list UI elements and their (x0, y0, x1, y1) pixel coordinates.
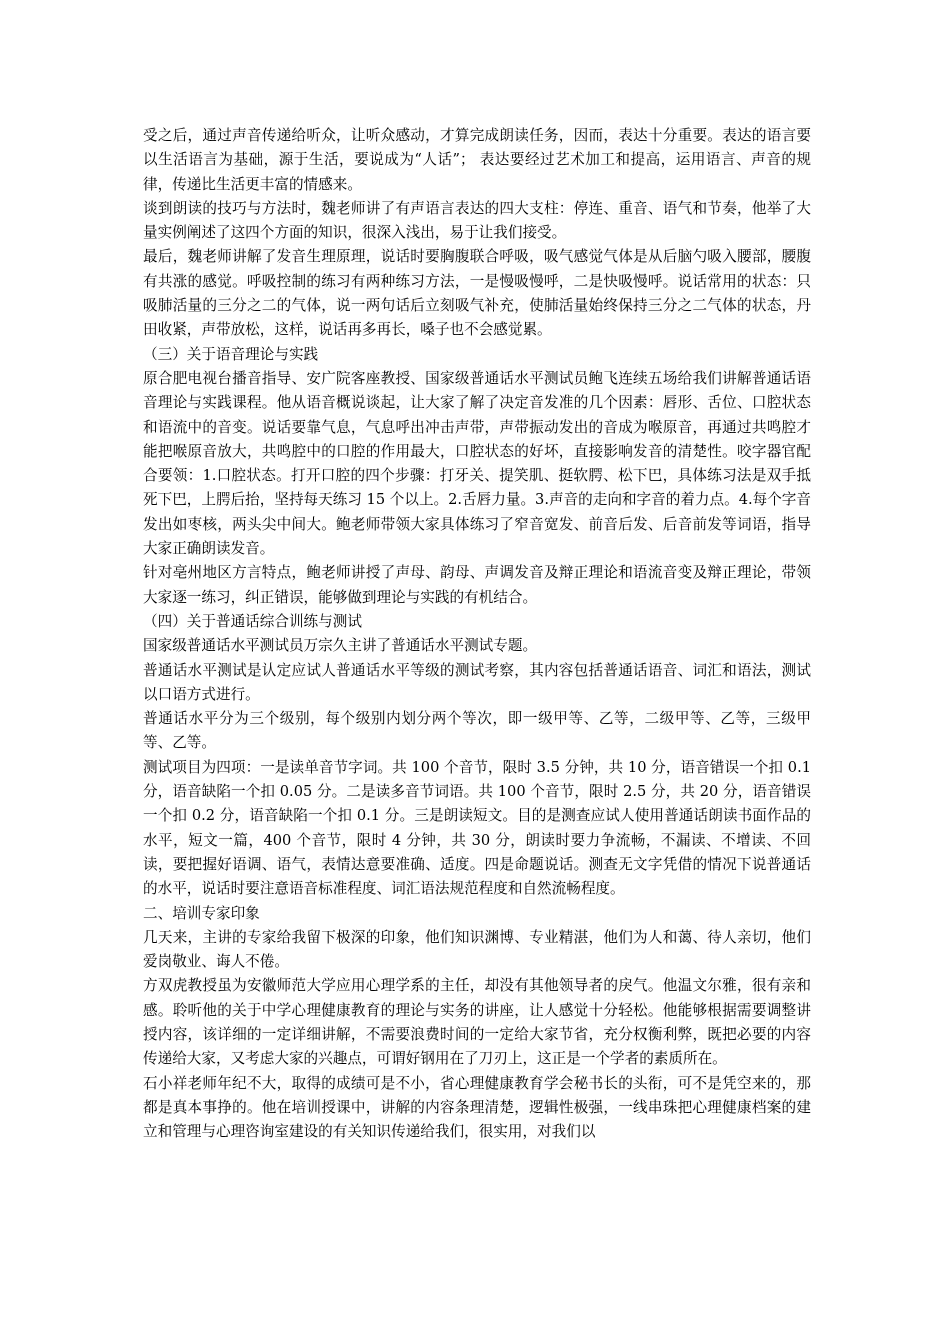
section-heading-putonghua-test: （四）关于普通话综合训练与测试 (143, 612, 362, 630)
paragraph-breathing: 最后，魏老师讲解了发音生理原理，说话时要胸腹联合呼吸，吸气感觉气体是从后脑勺吸入腰部，腰腹有共涨的感觉。呼吸控制的练习有两种练习方法，一是慢吸慢呼，二是快吸慢呼。说话常用的状态：只吸肺活量的三分之二的气体，说一两句话后立刻吸气补充，使肺活量始终保持三分之二气体的状态，丹田收紧，声带放松，这样，说话再多再长，嗓子也不会感觉累。 (143, 248, 811, 339)
paragraph-expression-importance: 受之后，通过声音传递给听众，让听众感动，才算完成朗读任务，因而，表达十分重要。表达的语言要以生活语言为基础，源于生活，要说成为“人话”； 表达要经过艺术加工和提高，运用语言、声音的规律，传递比生活更丰富的情感来。 (143, 127, 811, 193)
paragraph-teacher-shi: 石小祥老师年纪不大，取得的成绩可是不小，省心理健康教育学会秘书长的头衔，可不是凭空来的，那都是真本事挣的。他在培训授课中，讲解的内容条理清楚，逻辑性极强，一线串珠把心理健康档案的建立和管理与心理咨询室建设的有关知识传递给我们，很实用，对我们以 (143, 1074, 811, 1141)
paragraph-experts-overview: 几天来，主讲的专家给我留下极深的印象，他们知识渊博、专业精湛，他们为人和蔼、待人亲切，他们爱岗敬业、诲人不倦。 (143, 928, 811, 971)
document-page (143, 124, 811, 1144)
paragraph-dialect-correction: 针对亳州地区方言特点，鲍老师讲授了声母、韵母、声调发音及辩正理论和语流音变及辩正理论，带领大家逐一练习，纠正错误，能够做到理论与实践的有机结合。 (143, 564, 811, 606)
paragraph-test-lecturer: 国家级普通话水平测试员万宗久主讲了普通话水平测试专题。 (143, 637, 538, 655)
paragraph-test-items: 测试项目为四项：一是读单音节字词。共 100 个音节，限时 3.5 分钟，共 10 分，语音错误一个扣 0.1 分，语音缺陷一个扣 0.05 分。二是读多音节词语。共 100 个音节，限时 2.5 分，共 20 分，语音错误一个扣 0.2 分，语音缺陷一个扣 0.1 分。三是朗读短文。目的是测查应试人使用普通话朗读书面作品的水平，短文一篇，400 个音节，限时 4 分钟，共 30 分，朗读时要力争流畅，不漏读、不增读、不回读，要把握好语调、语气，表情达意要准确、适度。四是命题说话。测查无文字凭借的情况下说普通话的水平，说话时要注意语音标准程度、词汇语法规范程度和自然流畅程度。 (143, 758, 811, 898)
paragraph-test-definition: 普通话水平测试是认定应试人普通话水平等级的测试考察，其内容包括普通话语音、词汇和语法，测试以口语方式进行。 (143, 661, 811, 703)
paragraph-test-levels: 普通话水平分为三个级别，每个级别内划分两个等次，即一级甲等、乙等，二级甲等、乙等，三级甲等、乙等。 (143, 710, 811, 752)
paragraph-phonetics-course: 原合肥电视台播音指导、安广院客座教授、国家级普通话水平测试员鲍飞连续五场给我们讲解普通话语音理论与实践课程。他从语音概说谈起，让大家了解了决定音发准的几个因素：唇形、舌位、口腔状态和语流中的音变。说话要靠气息，气息呼出冲击声带，声带振动发出的音成为喉原音，再通过共鸣腔才能把喉原音放大，共鸣腔中的口腔的作用最大，口腔状态的好坏，直接影响发音的清楚性。咬字器官配合要领：1.口腔状态。打开口腔的四个步骤：打牙关、提笑肌、挺软腭、松下巴，具体练习法是双手抵死下巴，上腭后抬，坚持每天练习 15 个以上。2.舌唇力量。3.声音的走向和字音的着力点。4.每个字音发出如枣核，两头尖中间大。鲍老师带领大家具体练习了窄音宽发、前音后发、后音前发等词语，指导大家正确朗读发音。 (143, 369, 811, 558)
paragraph-professor-fang: 方双虎教授虽为安徽师范大学应用心理学系的主任，却没有其他领导者的戾气。他温文尔雅，很有亲和感。聆听他的关于中学心理健康教育的理论与实务的讲座，让人感觉十分轻松。他能够根据需要调整讲授内容，该详细的一定详细讲解，不需要浪费时间的一定给大家节省，充分权衡利弊，既把必要的内容传递给大家，又考虑大家的兴趣点，可谓好钢用在了刀刃上，这正是一个学者的素质所在。 (143, 977, 811, 1068)
section-heading-experts: 二、培训专家印象 (143, 904, 260, 922)
section-heading-phonetics: （三）关于语音理论与实践 (143, 345, 319, 363)
paragraph-reading-techniques: 谈到朗读的技巧与方法时，魏老师讲了有声语言表达的四大支柱：停连、重音、语气和节奏，他举了大量实例阐述了这四个方面的知识，很深入浅出，易于让我们接受。 (143, 199, 811, 242)
